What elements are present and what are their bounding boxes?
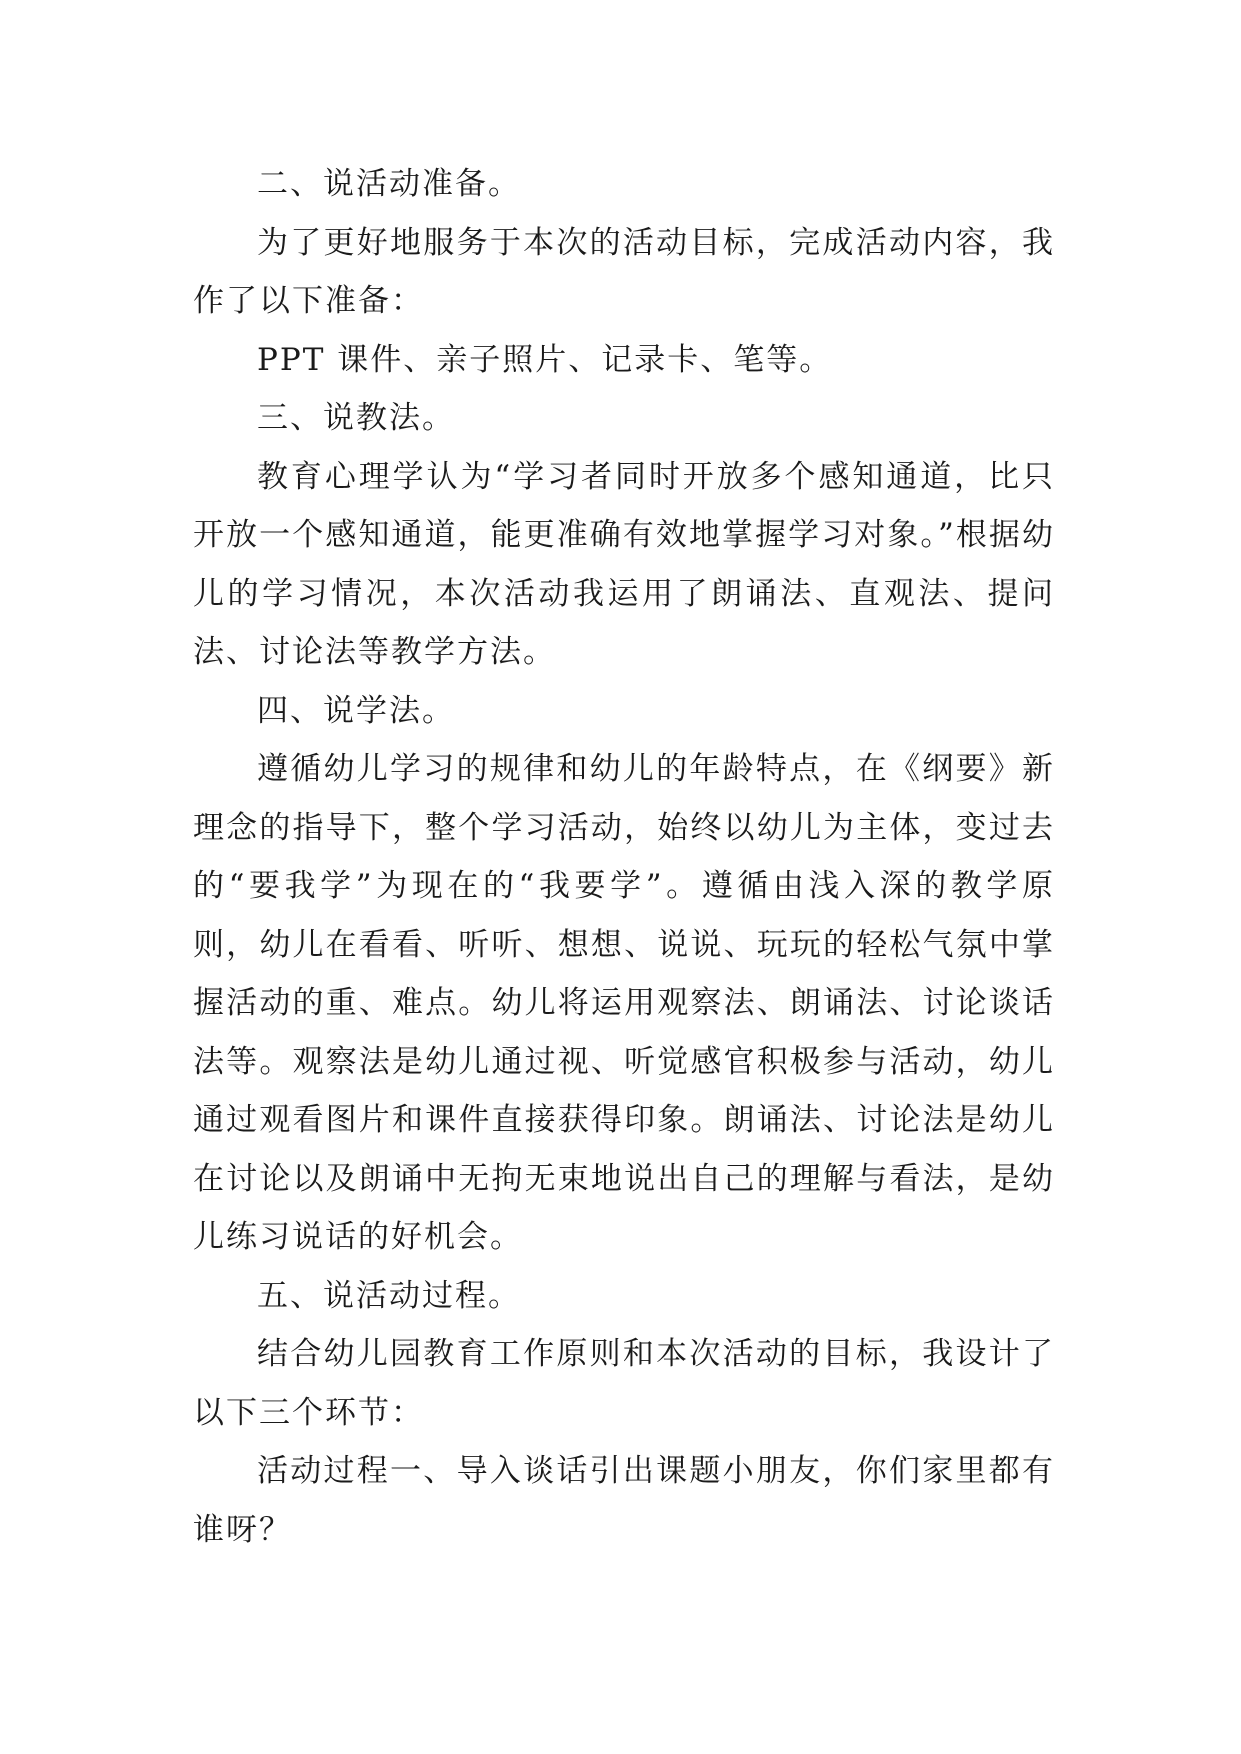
section-heading-teaching-methods: 三、说教法。 xyxy=(257,400,455,436)
paragraph-process-step-one: 活动过程一、导入谈话引出课题小朋友，你们家里都有谁呀？ xyxy=(193,1453,1055,1548)
paragraph-teaching-methods: 教育心理学认为“学习者同时开放多个感知通道，比只开放一个感知通道，能更准确有效地掌握学习对象。”根据幼儿的学习情况，本次活动我运用了朗诵法、直观法、提问法、讨论法等教学方法。 xyxy=(193,458,1055,670)
paragraph-materials-list: PPT 课件、亲子照片、记录卡、笔等。 xyxy=(257,341,833,378)
paragraph-process-intro: 结合幼儿园教育工作原则和本次活动的目标，我设计了以下三个环节： xyxy=(193,1336,1055,1431)
section-heading-activity-process: 五、说活动过程。 xyxy=(257,1277,521,1314)
paragraph-preparation-intro: 为了更好地服务于本次的活动目标，完成活动内容，我作了以下准备： xyxy=(193,224,1055,319)
document-body xyxy=(193,155,1055,1559)
paragraph-learning-methods: 遵循幼儿学习的规律和幼儿的年龄特点，在《纲要》新理念的指导下，整个学习活动，始终以幼儿为主体，变过去的“要我学”为现在的“我要学”。遵循由浅入深的教学原则，幼儿在看看、听听、想想、说说、玩玩的轻松气氛中掌握活动的重、难点。幼儿将运用观察法、朗诵法、讨论谈话法等。观察法是幼儿通过视、听觉感官积极参与活动，幼儿通过观看图片和课件直接获得印象。朗诵法、讨论法是幼儿在讨论以及朗诵中无拘无束地说出自己的理解与看法，是幼儿练习说话的好机会。 xyxy=(193,751,1055,1255)
section-heading-learning-methods: 四、说学法。 xyxy=(257,692,455,729)
section-heading-preparation: 二、说活动准备。 xyxy=(257,166,521,202)
